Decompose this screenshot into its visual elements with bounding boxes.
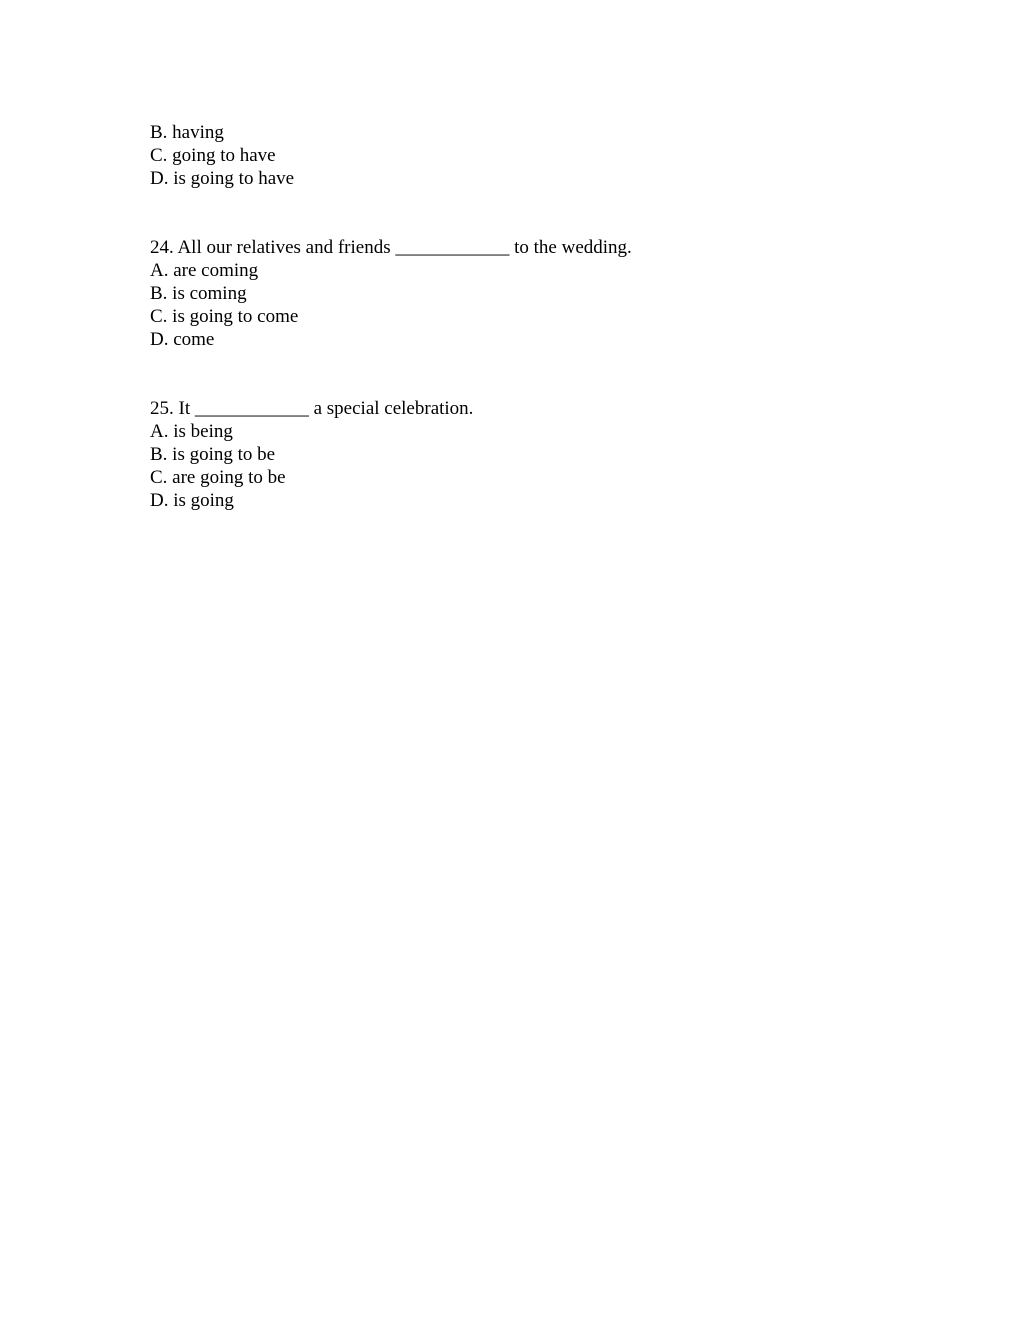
option-b: B. is going to be — [150, 444, 276, 465]
option-d: D. is going — [150, 490, 234, 511]
option-b: B. having — [150, 122, 224, 143]
quiz-content — [150, 121, 910, 512]
question-24 — [150, 236, 910, 351]
option-c: C. going to have — [150, 145, 276, 166]
option-a: A. is being — [150, 421, 233, 442]
option-b: B. is coming — [150, 283, 247, 304]
question-stem: 25. It ____________ a special celebration. — [150, 398, 474, 419]
question-23-continuation — [150, 121, 910, 190]
option-d: D. is going to have — [150, 168, 295, 189]
option-d: D. come — [150, 329, 215, 350]
option-a: A. are coming — [150, 260, 259, 281]
spacer — [150, 351, 910, 397]
question-25 — [150, 397, 910, 512]
spacer — [150, 190, 910, 236]
question-stem: 24. All our relatives and friends ____________ to the wedding. — [150, 237, 632, 258]
option-c: C. is going to come — [150, 306, 299, 327]
option-c: C. are going to be — [150, 467, 286, 488]
